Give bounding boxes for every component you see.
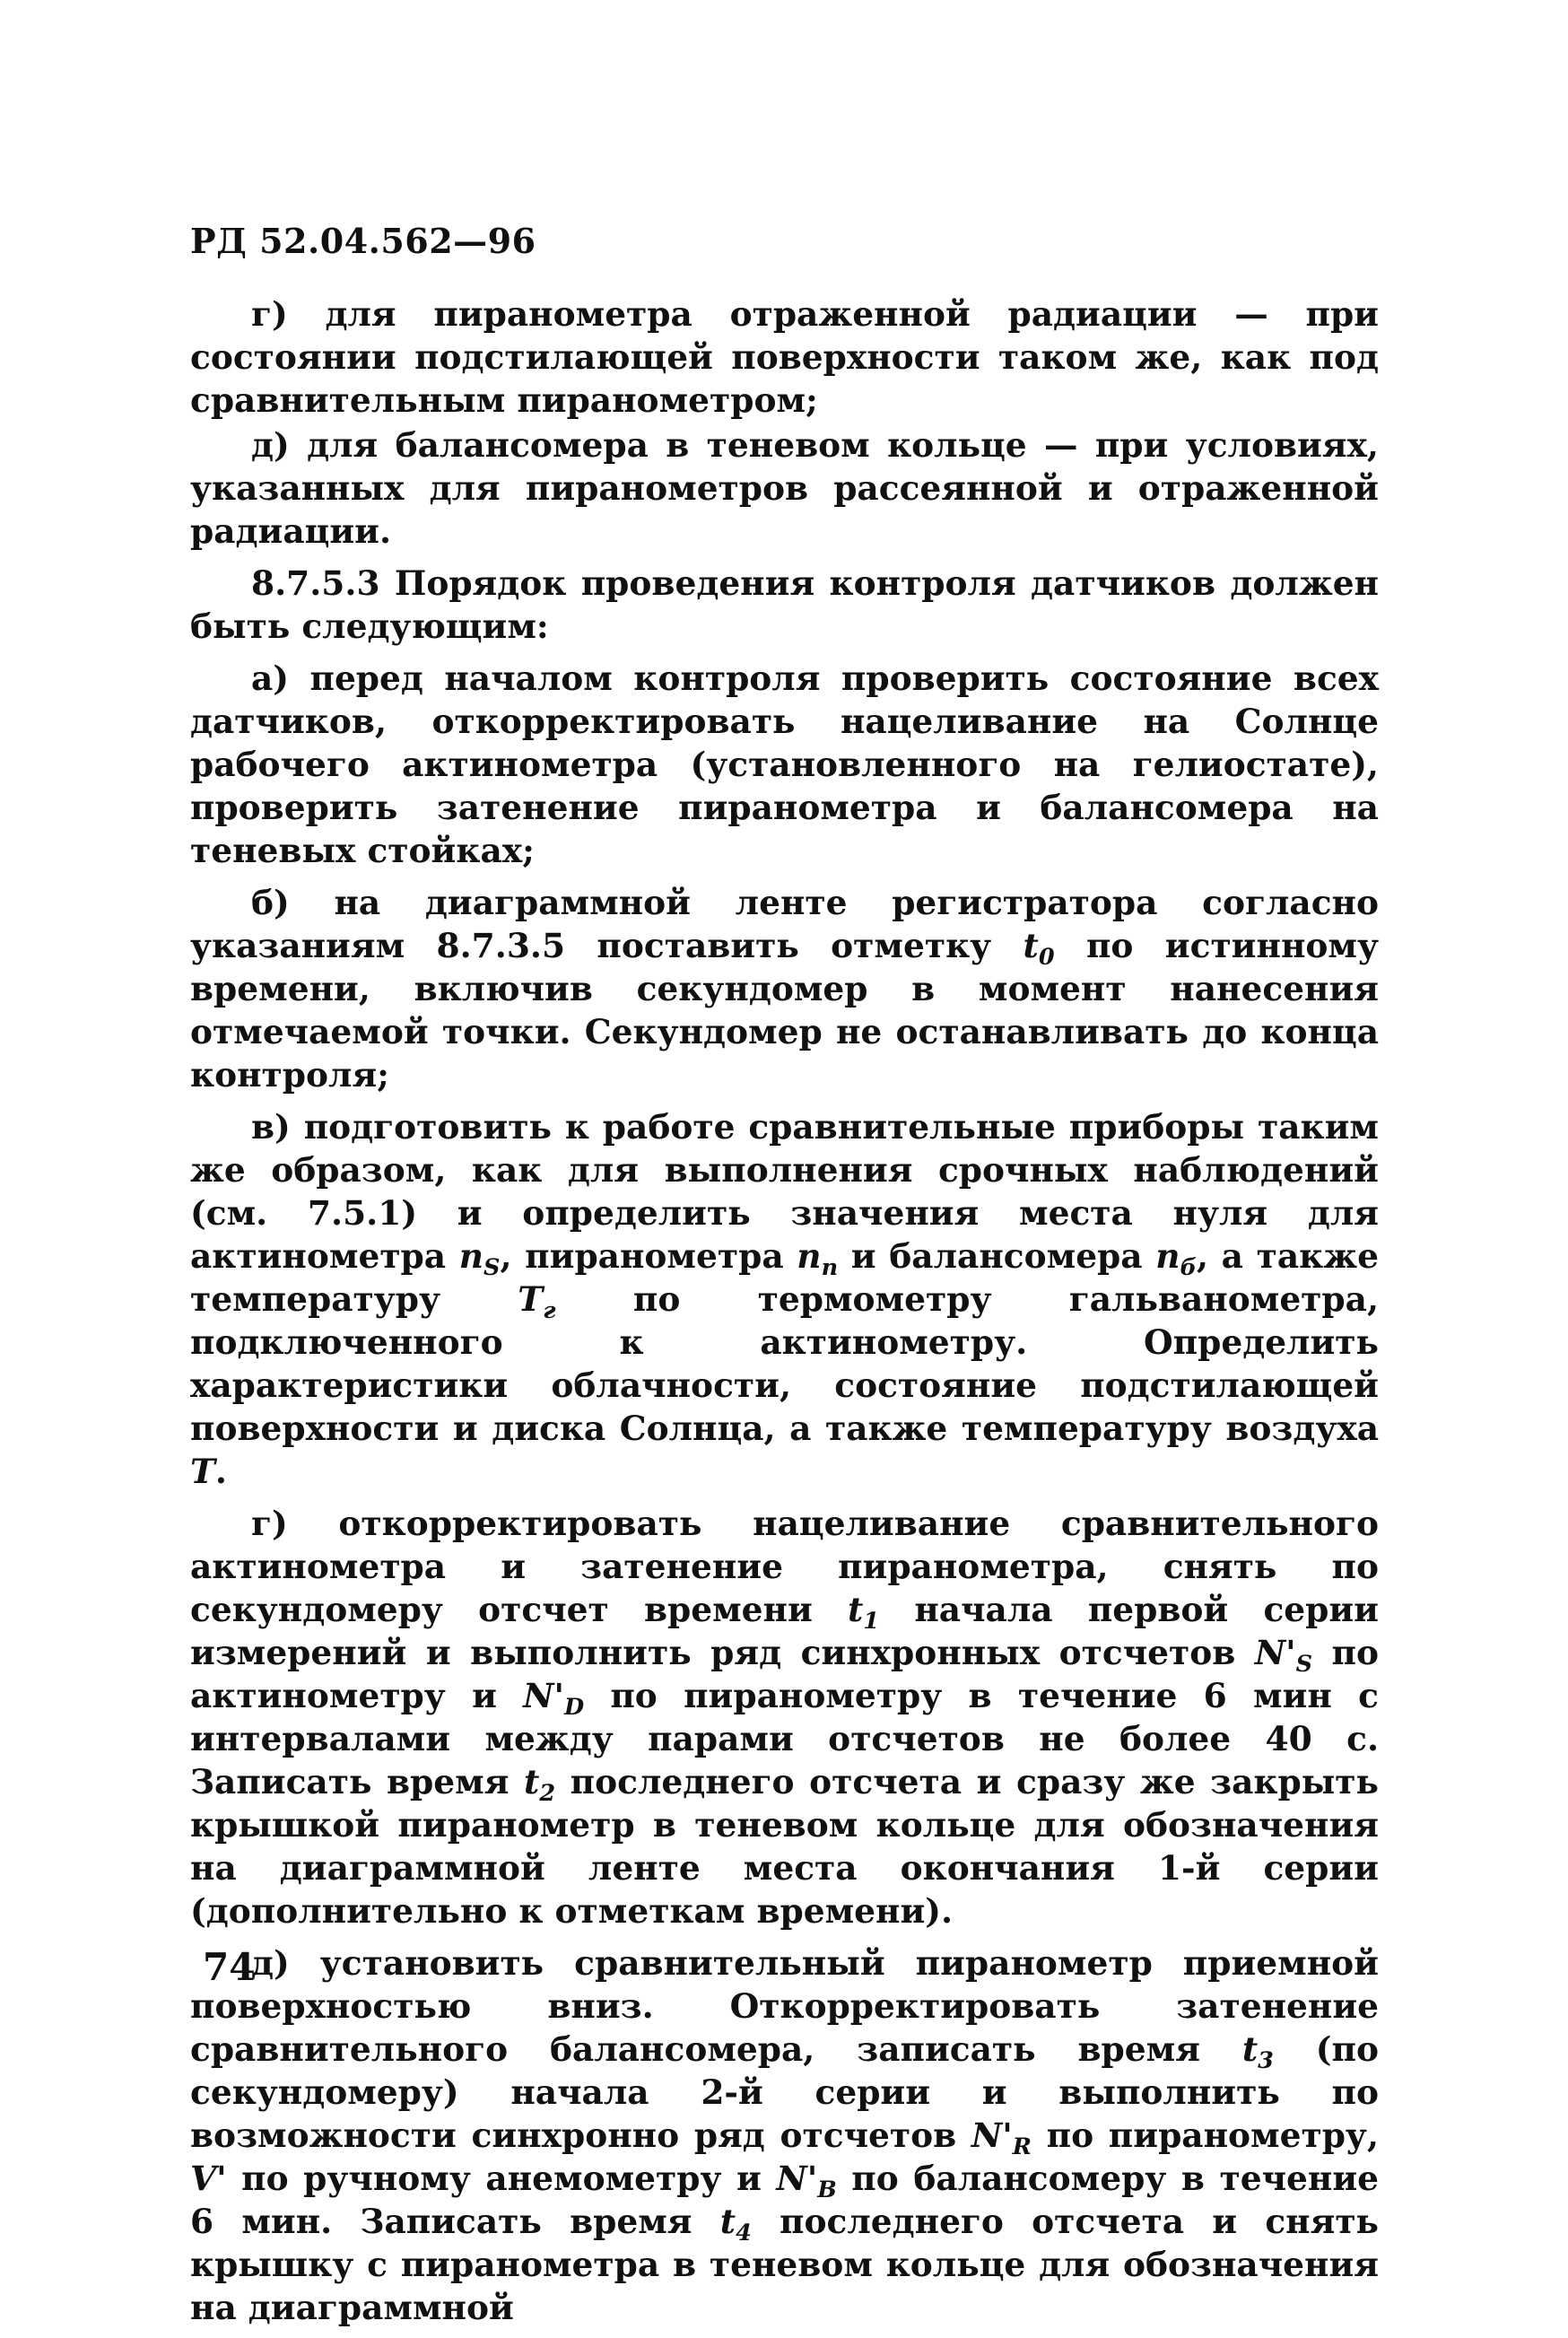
symbol-ns <box>458 1236 501 1282</box>
symbol-t2 <box>524 1762 556 1808</box>
symbol-base: T <box>518 1279 544 1319</box>
symbol-sub: 3 <box>1258 2047 1274 2075</box>
symbol-base: N' <box>1254 1633 1296 1672</box>
symbol-Tg <box>518 1279 556 1325</box>
symbol-t0 <box>1023 926 1055 972</box>
symbol-base: n <box>797 1236 822 1276</box>
paragraph-d-series2 <box>190 1941 1379 2329</box>
text-span: по истинному времени, включив секундомер в момент нанесения отмечаемой точки. Секундомер не останавливать до конца контроля; <box>190 926 1379 1095</box>
symbol-base: n <box>458 1236 484 1276</box>
body-text <box>190 292 1379 2338</box>
paragraph-g-reflected: г) для пиранометра отраженной радиации — при состоянии подстилающей поверхности таком же, как под сравнительным пиранометром; <box>190 294 1379 420</box>
symbol-sub: D <box>563 1694 585 1722</box>
symbol-nb <box>1155 1236 1197 1282</box>
symbol-sub: г <box>543 1297 556 1325</box>
text-span: б) на диаграммной ленте регистратора согласно указаниям 8.7.3.5 поставить отметку <box>190 883 1379 965</box>
symbol-sub: 2 <box>539 1780 556 1808</box>
paragraph-g-series1 <box>190 1502 1379 1932</box>
text-span: последнего отсчета и снять крышку с пиранометра в теневом кольце для обозначения на диаграммной <box>190 2202 1380 2327</box>
paragraph-a-text: а) перед началом контроля проверить состояние всех датчиков, откорректировать нацеливание на Солнце рабочего актинометра (установленного на гелиостате), проверить затенение пиранометра и балансомера на теневых стойках; <box>190 659 1379 870</box>
text-span: в) подготовить к работе сравнительные приборы таким же образом, как для выполнения срочных наблюдений (см. 7.5.1) и определить значения места нуля для актинометра <box>190 1107 1379 1276</box>
paragraph-d-balansomer: д) для балансомера в теневом кольце — при условиях, указанных для пиранометров рассеянной и отраженной радиации. <box>190 425 1379 551</box>
symbol-sub: б <box>1180 1254 1197 1282</box>
symbol-sub: S <box>1295 1651 1313 1679</box>
page-number: 74 <box>203 1945 256 1989</box>
symbol-NS <box>1254 1633 1313 1679</box>
symbol-sub: 4 <box>736 2220 752 2247</box>
text-span: начала первой серии измерений и выполнить ряд синхронных отсчетов <box>190 1590 1379 1672</box>
symbol-t4 <box>719 2202 752 2247</box>
symbol-sub: R <box>1012 2133 1032 2161</box>
symbol-t3 <box>1241 2029 1274 2075</box>
text-span: по ручному анемометру и <box>226 2159 777 2198</box>
text-span: , а также температуру <box>190 1236 1379 1319</box>
paragraph-b-tape <box>190 881 1379 1096</box>
text-span: (по секундомеру) начала 2-й серии и выполнить по возможности синхронно ряд отсчетов <box>190 2029 1379 2155</box>
text-span: последнего отсчета и сразу же закрыть крышкой пиранометр в теневом кольце для обозначения на диаграммной ленте места окончания 1-й серии (дополнительно к отметкам времени). <box>190 1762 1379 1931</box>
symbol-base: t <box>1023 926 1039 965</box>
text-span: по пиранометру в течение 6 мин с интервалами между парами отсчетов не более 40 с. Записать время <box>190 1676 1379 1801</box>
symbol-ND <box>523 1676 585 1722</box>
text-span: и балансомера <box>838 1236 1156 1276</box>
text-span: , пиранометра <box>500 1236 797 1276</box>
text-span: . <box>214 1452 227 1491</box>
symbol-sub: п <box>821 1254 839 1282</box>
symbol-sub: B <box>817 2177 837 2204</box>
text-span: по балансомеру в течение 6 мин. Записать время <box>190 2159 1379 2241</box>
symbol-sub: S <box>483 1254 501 1282</box>
symbol-base: t <box>719 2202 736 2241</box>
symbol-base: N' <box>971 2116 1013 2155</box>
symbol-base: t <box>524 1762 540 1801</box>
symbol-base: t <box>848 1590 864 1629</box>
text-span: д) установить сравнительный пиранометр приемной поверхностью вниз. Откорректировать затенение сравнительного балансомера, записать время <box>190 1943 1379 2069</box>
document-code-header: РД 52.04.562—96 <box>190 221 536 261</box>
text-span: г) откорректировать нацеливание сравнительного актинометра и затенение пиранометра, снять по секундомеру отсчет времени <box>190 1504 1379 1629</box>
symbol-NR <box>971 2116 1032 2161</box>
text-span: по пиранометру, <box>1031 2116 1379 2155</box>
symbol-base: N' <box>776 2159 818 2198</box>
symbol-base: n <box>1155 1236 1180 1276</box>
paragraph-a-check <box>190 657 1379 872</box>
symbol-sub: 0 <box>1038 944 1055 972</box>
symbol-t1 <box>848 1590 880 1636</box>
symbol-np <box>797 1236 839 1282</box>
symbol-NB <box>776 2159 837 2204</box>
symbol-base: t <box>1241 2029 1259 2069</box>
symbol-V: V' <box>190 2159 227 2198</box>
paragraph-v-prepare <box>190 1105 1379 1493</box>
symbol-base: N' <box>523 1676 564 1715</box>
symbol-sub: 1 <box>863 1608 880 1636</box>
text-span: по термометру гальванометра, подключенного к актинометру. Определить характеристики облачности, состояние подстилающей поверхности и диска Солнца, а также температуру воздуха <box>190 1279 1379 1448</box>
paragraph-8-7-5-3: 8.7.5.3 Порядок проведения контроля датчиков должен быть следующим: <box>190 563 1379 646</box>
symbol-T: T <box>190 1452 215 1491</box>
text-span: по актинометру и <box>190 1633 1379 1715</box>
